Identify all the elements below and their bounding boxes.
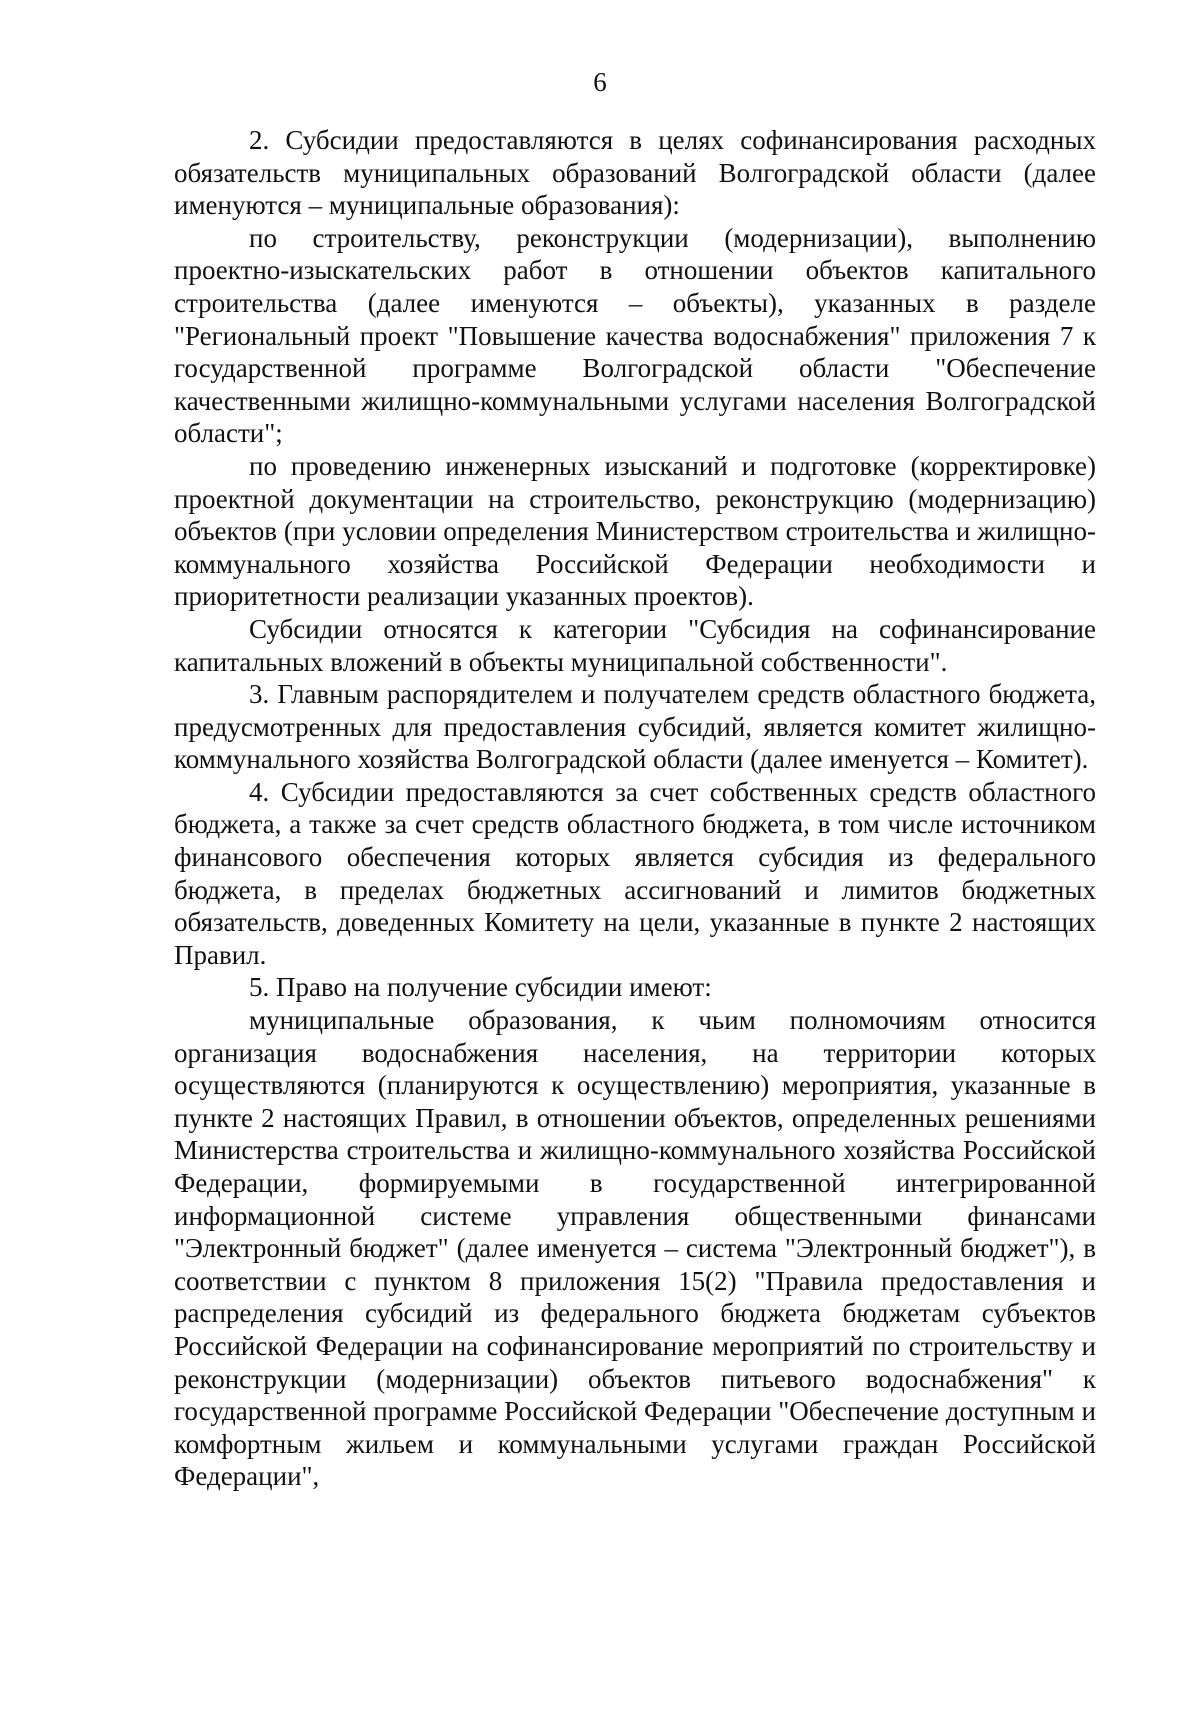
paragraph-engineering-surveys: по проведению инженерных изысканий и подготовке (корректировке) проектной документации на строительство, реконструкцию (модернизацию) объектов (при условии определения Министерством строительства и жилищно-коммунального хозяйства Российской Федерации необходимости и приоритетности реализации указанных проектов).	[174, 450, 1096, 612]
paragraph-subsidy-category: Субсидии относятся к категории "Субсидия на софинансирование капитальных вложений в объекты муниципальной собственности".	[174, 613, 1096, 677]
paragraph-4-funding-sources: 4. Субсидии предоставляются за счет собственных средств областного бюджета, а также за счет средств областного бюджета, в том числе источником финансового обеспечения которых является субсидия из федерального бюджета, в пределах бюджетных ассигнований и лимитов бюджетных обязательств, доведенных Комитету на цели, указанные в пункте 2 настоящих Правил.	[174, 776, 1096, 970]
paragraph-construction-works: по строительству, реконструкции (модернизации), выполнению проектно-изыскательских работ в отношении объектов капитального строительства (далее именуются – объекты), указанных в разделе "Региональный проект "Повышение качества водоснабжения" приложения 7 к государственной программе Волгоградской области "Обеспечение качественными жилищно-коммунальными услугами населения Волгоградской области";	[174, 222, 1096, 449]
paragraph-eligible-municipalities: муниципальные образования, к чьим полномочиям относится организация водоснабжения населения, на территории которых осуществляются (планируются к осуществлению) мероприятия, указанные в пункте 2 настоящих Правил, в отношении объектов, определенных решениями Министерства строительства и жилищно-коммунального хозяйства Российской Федерации, формируемыми в государственной интегрированной информационной системе управления общественными финансами "Электронный бюджет" (далее именуется – система "Электронный бюджет"), в соответствии с пунктом 8 приложения 15(2) "Правила предоставления и распределения субсидий из федерального бюджета бюджетам субъектов Российской Федерации на софинансирование мероприятий по строительству и реконструкции (модернизации) объектов питьевого водоснабжения" к государственной программе Российской Федерации "Обеспечение доступным и комфортным жильем и коммунальными услугами граждан Российской Федерации",	[174, 1005, 1096, 1492]
document-body	[174, 124, 1096, 1493]
paragraph-3-main-administrator: 3. Главным распорядителем и получателем средств областного бюджета, предусмотренных для предоставления субсидий, является комитет жилищно-коммунального хозяйства Волгоградской области (далее именуется – Комитет).	[174, 679, 1096, 775]
paragraph-5-right-to-subsidy: 5. Право на получение субсидии имеют:	[249, 972, 712, 1003]
page-number: 6	[593, 67, 607, 97]
paragraph-2-subsidy-purpose: 2. Субсидии предоставляются в целях софинансирования расходных обязательств муниципальных образований Волгоградской области (далее именуются – муниципальные образования):	[174, 125, 1096, 221]
